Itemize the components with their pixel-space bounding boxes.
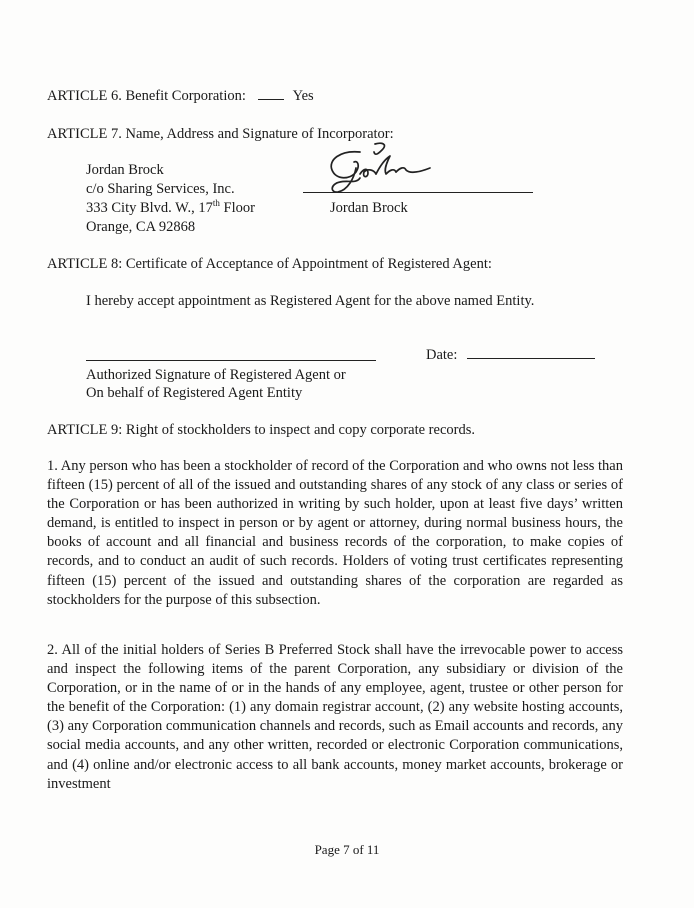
street-ordinal: th bbox=[212, 198, 220, 209]
date-blank bbox=[467, 358, 595, 359]
incorporator-name: Jordan Brock bbox=[86, 162, 164, 178]
agent-signature-caption-2: On behalf of Registered Agent Entity bbox=[86, 385, 303, 401]
article-8-heading: ARTICLE 8: Certificate of Acceptance of Appointment of Registered Agent: bbox=[47, 256, 492, 272]
agent-acceptance-text: I hereby accept appointment as Registered Agent for the above named Entity. bbox=[86, 293, 535, 309]
article-6-label: ARTICLE 6. Benefit Corporation: bbox=[47, 88, 246, 104]
handwritten-signature bbox=[320, 138, 445, 198]
article-9-heading: ARTICLE 9: Right of stockholders to inspect and copy corporate records. bbox=[47, 422, 475, 438]
agent-signature-caption-1: Authorized Signature of Registered Agent or bbox=[86, 367, 346, 383]
street-floor: Floor bbox=[219, 200, 255, 216]
date-field bbox=[426, 346, 595, 364]
date-label: Date: bbox=[426, 347, 458, 363]
signature-printed-name: Jordan Brock bbox=[330, 200, 408, 216]
street-text: 333 City Blvd. W., 17 bbox=[86, 200, 213, 216]
incorporator-signature-line bbox=[303, 192, 533, 193]
incorporator-company: c/o Sharing Services, Inc. bbox=[86, 181, 235, 197]
page-number: Page 7 of 11 bbox=[314, 842, 380, 857]
article-6-blank bbox=[258, 99, 284, 100]
incorporator-street bbox=[86, 199, 255, 217]
article-9-paragraph-2: 2. All of the initial holders of Series B Preferred Stock shall have the irrevocable power to access and inspect the following items of the parent Corporation, any subsidiary or division of the Corporation, or in the name of or in the hands of any employee, agent, trustee or other person for the benefit of the Corporation: (1) any domain registrar account, (2) any website hosting accounts, (3) any Corporation communication channels and records, such as Email accounts and records, any social media accounts, and any other written, recorded or electronic Corporation communications, and (4) online and/or electronic access to all bank accounts, money market accounts, brokerage or investment bbox=[47, 642, 623, 792]
article-6-value: Yes bbox=[292, 88, 314, 104]
article-6-line bbox=[47, 87, 314, 105]
incorporator-city: Orange, CA 92868 bbox=[86, 219, 196, 235]
article-9-paragraph-1: 1. Any person who has been a stockholder of record of the Corporation and who owns not less than fifteen (15) percent of all of the issued and outstanding shares of any stock of any class or series of the Corporation or has been authorized in writing by such holder, upon at least five days’ written demand, is entitled to inspect in person or by agent or attorney, during normal business hours, the books of account and all financial and business records of the corporation, to make copies of records, and to conduct an audit of such records. Holders of voting trust certificates representing fifteen (15) percent of the issued and outstanding shares of the corporation are regarded as stockholders for the purpose of this subsection. bbox=[47, 458, 623, 608]
article-7-heading: ARTICLE 7. Name, Address and Signature of Incorporator: bbox=[47, 126, 394, 142]
agent-signature-line bbox=[86, 360, 376, 361]
